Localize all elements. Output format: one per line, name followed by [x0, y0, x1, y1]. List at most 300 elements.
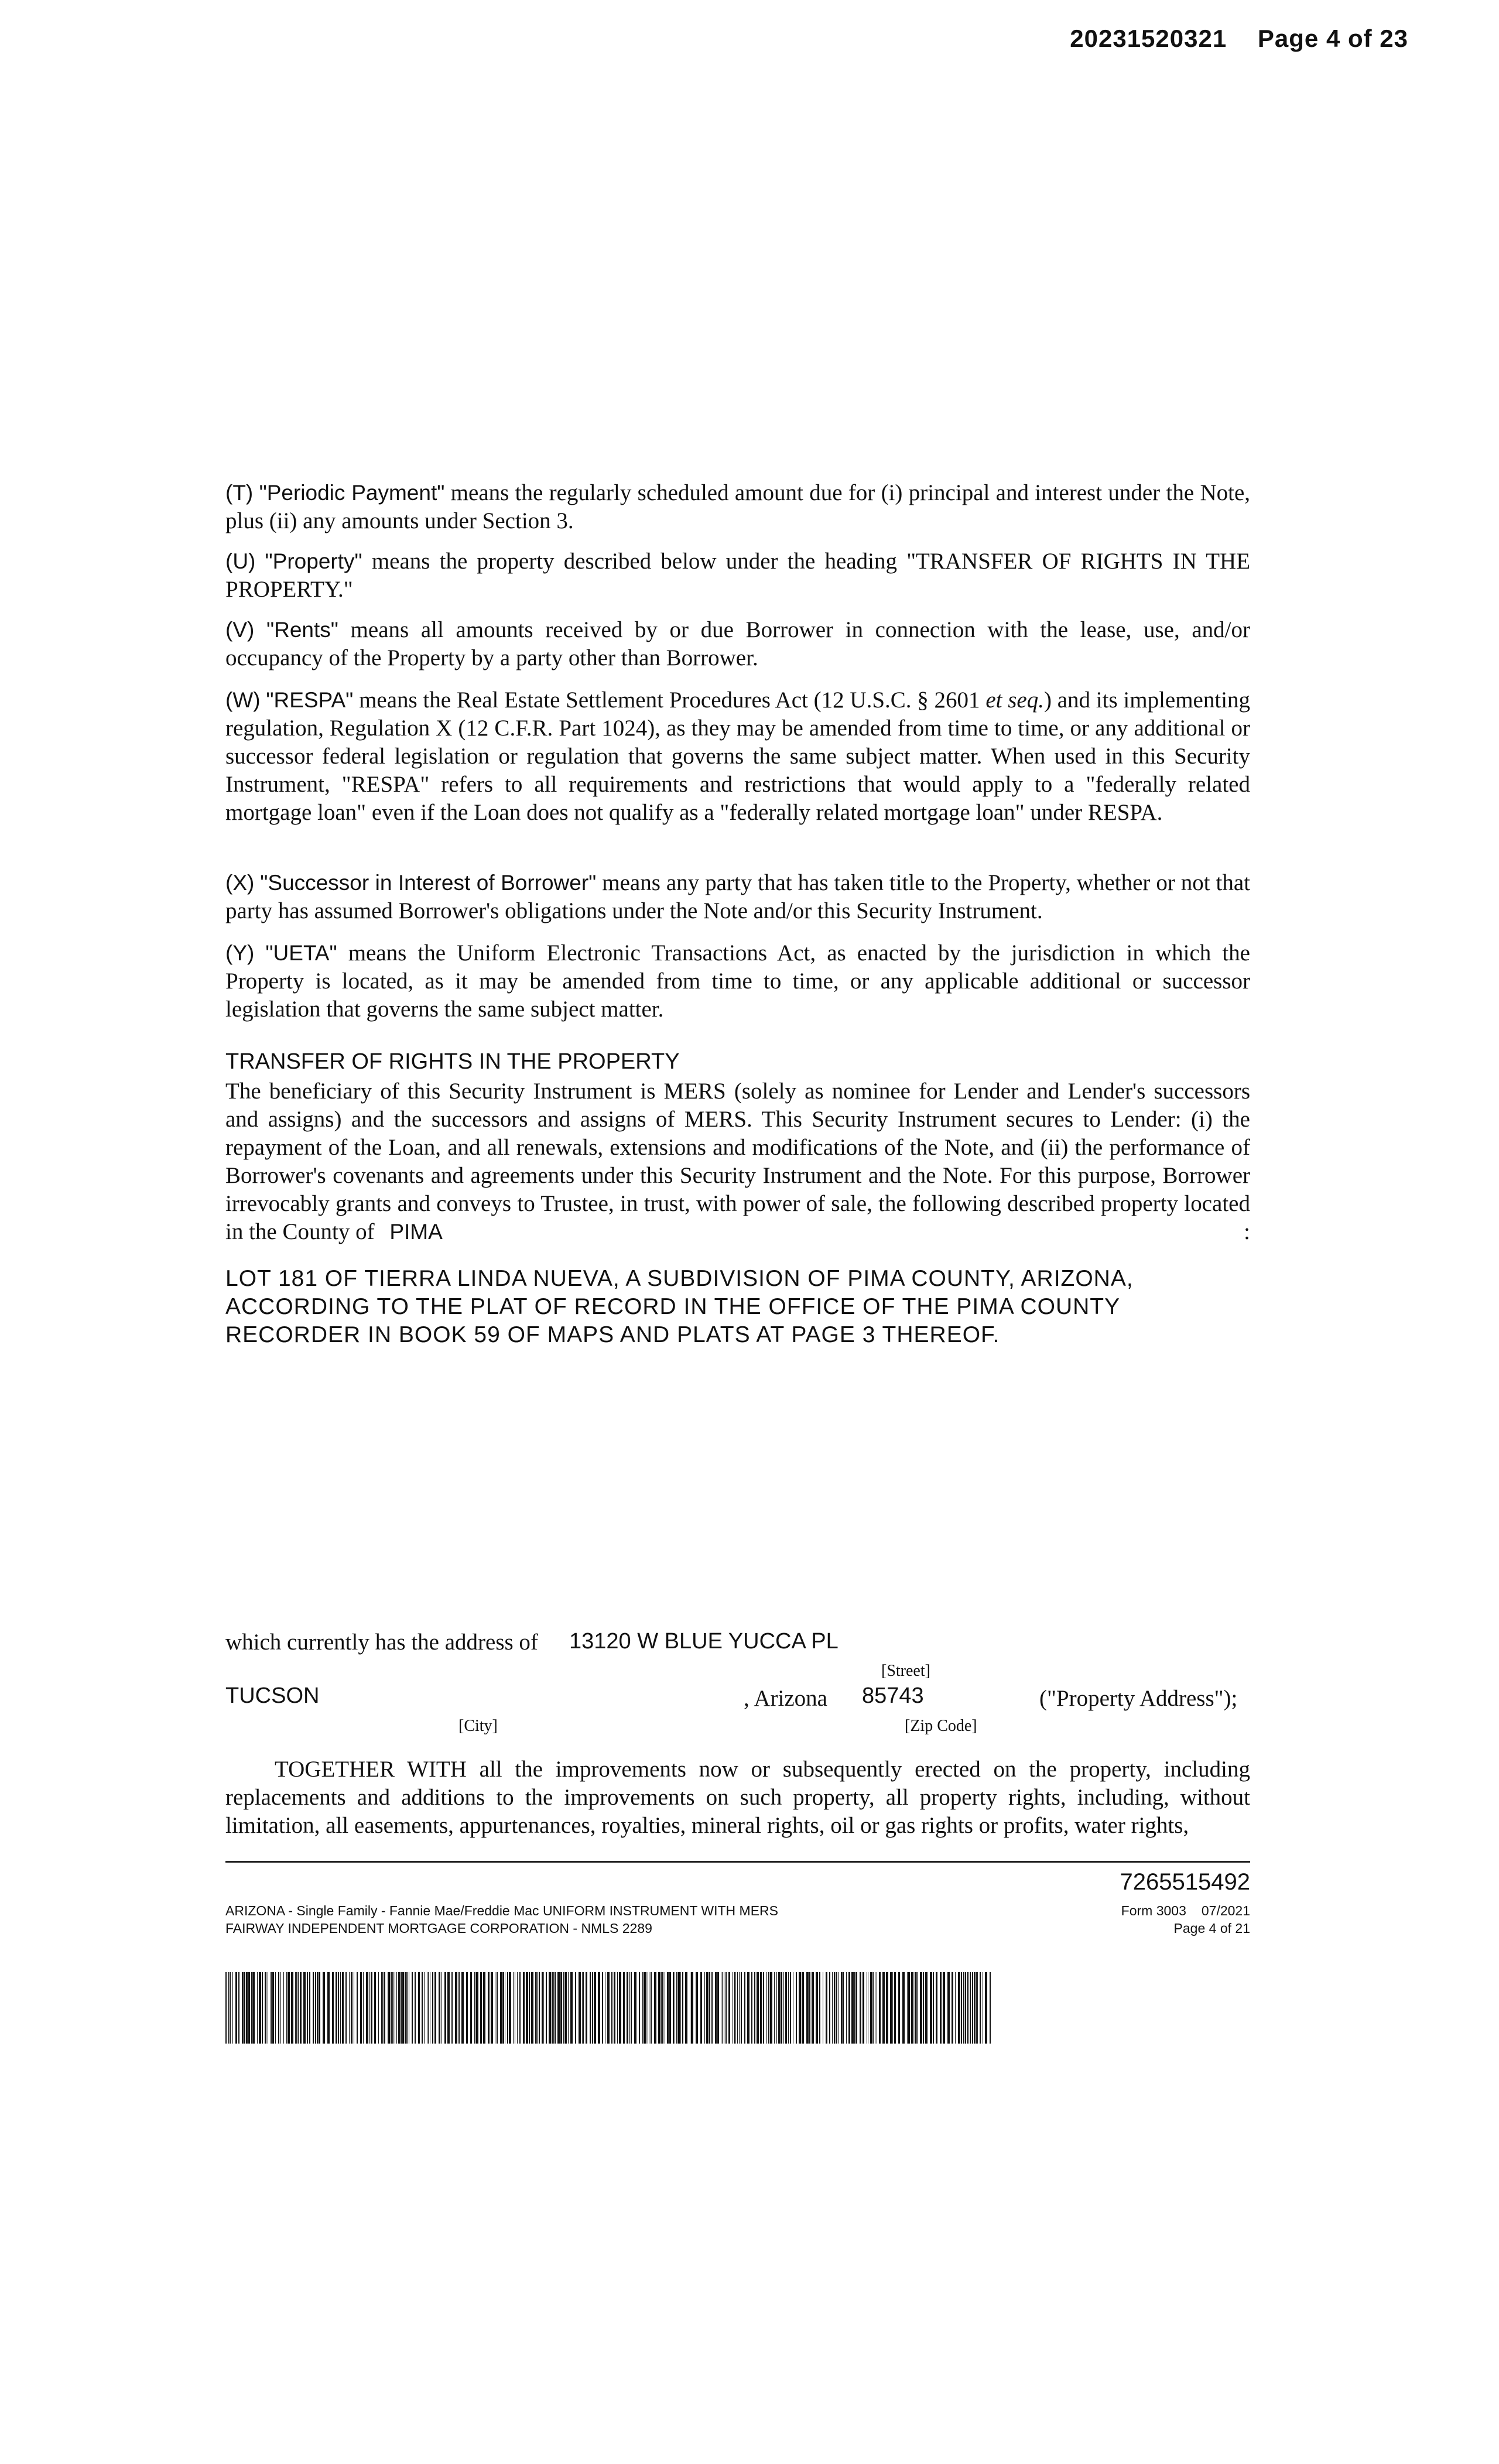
barcode-bar: [642, 1972, 644, 2044]
city-value: TUCSON: [225, 1683, 320, 1708]
barcode-bar: [283, 1972, 284, 2044]
barcode-bar: [911, 1972, 913, 2044]
barcode-bar: [851, 1972, 854, 2044]
barcode-bar: [523, 1972, 525, 2044]
definition-text: means the Uniform Electronic Transactions Act, as enacted by the jurisdiction in which the Property is located, as it may be amended from time to time, or any applicable additional or successor legislation that governs the same subject matter.: [225, 940, 1250, 1022]
zip-label: [Zip Code]: [905, 1717, 977, 1735]
form-line-2: FAIRWAY INDEPENDENT MORTGAGE CORPORATION - NMLS 2289: [225, 1921, 652, 1936]
barcode-bar: [315, 1972, 316, 2044]
barcode-bar: [563, 1972, 564, 2044]
barcode-bar: [476, 1972, 478, 2044]
barcode-bar: [915, 1972, 916, 2044]
barcode-bar: [447, 1972, 450, 2044]
barcode-bar: [860, 1972, 861, 2044]
barcode-bar: [502, 1972, 504, 2044]
barcode-bar: [908, 1972, 910, 2044]
barcode-bar: [838, 1972, 839, 2044]
barcode-bar: [402, 1972, 404, 2044]
barcode-bar: [470, 1972, 472, 2044]
barcode-bar: [662, 1972, 663, 2044]
definition-term: "Rents": [266, 618, 338, 642]
barcode-bar: [388, 1972, 390, 2044]
barcode-bar: [535, 1972, 536, 2044]
definition-text: means all amounts received by or due Borrower in connection with the lease, use, and/or occupancy of the Property by a party other than Borrower.: [225, 617, 1251, 670]
barcode-bar: [357, 1972, 358, 2044]
definition-term: "Periodic Payment": [259, 481, 445, 505]
barcode-bar: [590, 1972, 591, 2044]
barcode-bar: [384, 1972, 385, 2044]
barcode-bar: [862, 1972, 863, 2044]
barcode-bar: [507, 1972, 508, 2044]
form-id: Form 3003: [1121, 1903, 1186, 1918]
barcode-bar: [848, 1972, 850, 2044]
barcode-bar: [517, 1972, 518, 2044]
barcode-bar: [461, 1972, 464, 2044]
barcode-bar: [614, 1972, 615, 2044]
form-line-1: ARIZONA - Single Family - Fannie Mae/Freddie Mac UNIFORM INSTRUMENT WITH MERS: [225, 1903, 778, 1918]
barcode-bar: [747, 1972, 750, 2044]
barcode-bar: [970, 1972, 971, 2044]
barcode-bar: [474, 1972, 475, 2044]
street-value: 13120 W BLUE YUCCA PL: [569, 1629, 839, 1654]
barcode-bar: [832, 1972, 833, 2044]
barcode-bar: [790, 1972, 791, 2044]
barcode-bar: [332, 1972, 334, 2044]
barcode-bar: [863, 1972, 864, 2044]
barcode-bar: [382, 1972, 383, 2044]
barcode-bar: [560, 1972, 562, 2044]
barcode-bar: [660, 1972, 662, 2044]
barcode-bar: [552, 1972, 553, 2044]
barcode-bar: [634, 1972, 636, 2044]
barcode-bar: [466, 1972, 468, 2044]
barcode-bar: [968, 1972, 969, 2044]
barcode-bar: [557, 1972, 560, 2044]
definition-label: (Y): [225, 941, 255, 965]
barcode-bar: [834, 1972, 835, 2044]
barcode-bar: [806, 1972, 809, 2044]
barcode-bar: [369, 1972, 370, 2044]
legal-description: LOT 181 OF TIERRA LINDA NUEVA, A SUBDIVISION OF PIMA COUNTY, ARIZONA, ACCORDING TO THE PLAT OF RECORD IN THE OFFICE OF THE PIMA COUNTY RECORDER IN BOOK 59 OF MAPS AND PLATS AT PAGE 3 THEREOF.: [225, 1266, 1134, 1347]
barcode-bar: [491, 1972, 493, 2044]
barcode-bar: [565, 1972, 567, 2044]
barcode-bar: [682, 1972, 683, 2044]
barcode-bar: [952, 1972, 953, 2044]
barcode-bar: [531, 1972, 533, 2044]
barcode-bar: [444, 1972, 446, 2044]
barcode-bar: [539, 1972, 540, 2044]
barcode-bar: [739, 1972, 740, 2044]
barcode-bar: [422, 1972, 423, 2044]
footer-divider: [225, 1861, 1250, 1863]
barcode-bar: [483, 1972, 485, 2044]
definition-term: "RESPA": [266, 688, 354, 712]
barcode-bar: [854, 1972, 855, 2044]
barcode-bar: [345, 1972, 347, 2044]
barcode-bar: [631, 1972, 632, 2044]
barcode-bar: [529, 1972, 530, 2044]
barcode-bar: [737, 1972, 738, 2044]
barcode-bar: [575, 1972, 576, 2044]
barcode-bar: [319, 1972, 320, 2044]
barcode-bar: [757, 1972, 759, 2044]
barcode-bar: [619, 1972, 621, 2044]
barcode-bar: [717, 1972, 719, 2044]
barcode-bar: [286, 1972, 288, 2044]
barcode-bar: [651, 1972, 652, 2044]
barcode-bar: [796, 1972, 797, 2044]
barcode-bar: [252, 1972, 255, 2044]
barcode-bar: [967, 1972, 968, 2044]
barcode-bar: [735, 1972, 736, 2044]
barcode-bar: [313, 1972, 314, 2044]
barcode-bar: [843, 1972, 844, 2044]
barcode-bar: [879, 1972, 881, 2044]
barcode-bar: [925, 1972, 928, 2044]
barcode-bar: [594, 1972, 596, 2044]
barcode-bar: [458, 1972, 460, 2044]
definition-text-continued: ) and its implementing regulation, Regulation X (12 C.F.R. Part 1024), as they may be amended from time to time, or any additional or successor federal legislation or regulation that governs the same subject matter. When used in this Security Instrument, "RESPA" refers to all requirements and restrictions that would apply to a "federally related mortgage loan" even if the Loan does not qualify as a "federally related mortgage loan" under RESPA.: [225, 687, 1251, 825]
barcode-bar: [676, 1972, 677, 2044]
barcode: [225, 1972, 994, 2044]
barcode-bar: [667, 1972, 669, 2044]
definition-label: (W): [225, 688, 261, 712]
definition-rents: [225, 616, 1250, 672]
barcode-bar: [947, 1972, 950, 2044]
barcode-bar: [398, 1972, 401, 2044]
barcode-bar: [455, 1972, 457, 2044]
barcode-bar: [770, 1972, 772, 2044]
barcode-bar: [418, 1972, 420, 2044]
barcode-bar: [943, 1972, 945, 2044]
barcode-bar: [242, 1972, 244, 2044]
barcode-bar: [678, 1972, 680, 2044]
definition-label: (V): [225, 618, 255, 642]
barcode-bar: [977, 1972, 978, 2044]
barcode-bar: [553, 1972, 555, 2044]
barcode-bar: [230, 1972, 231, 2044]
barcode-bar: [323, 1972, 325, 2044]
transfer-paragraph: [225, 1077, 1250, 1246]
barcode-bar: [439, 1972, 440, 2044]
barcode-bar: [288, 1972, 290, 2044]
definition-successor-in-interest: [225, 869, 1250, 925]
barcode-bar: [582, 1972, 583, 2044]
barcode-bar: [381, 1972, 382, 2044]
barcode-bar: [870, 1972, 872, 2044]
barcode-bar: [300, 1972, 302, 2044]
barcode-bar: [902, 1972, 905, 2044]
barcode-bar: [340, 1972, 341, 2044]
barcode-bar: [275, 1972, 276, 2044]
together-with-paragraph: TOGETHER WITH all the improvements now or subsequently erected on the property, including replacements and additions to the improvements on such property, all property rights, including, without limitation, all easements, appurtenances, royalties, mineral rights, oil or gas rights or profits, water rights,: [225, 1757, 1250, 1838]
barcode-bar: [778, 1972, 781, 2044]
barcode-bar: [536, 1972, 538, 2044]
barcode-bar: [526, 1972, 528, 2044]
barcode-bar: [972, 1972, 973, 2044]
barcode-bar: [432, 1972, 433, 2044]
barcode-bar: [836, 1972, 837, 2044]
barcode-bar: [307, 1972, 308, 2044]
barcode-bar: [846, 1972, 847, 2044]
barcode-bar: [754, 1972, 755, 2044]
barcode-bar: [298, 1972, 299, 2044]
barcode-bar: [592, 1972, 593, 2044]
barcode-bar: [829, 1972, 830, 2044]
barcode-bar: [709, 1972, 710, 2044]
barcode-bar: [295, 1972, 296, 2044]
loan-number: 7265515492: [1120, 1869, 1250, 1895]
barcode-bar: [280, 1972, 281, 2044]
barcode-bar: [374, 1972, 376, 2044]
form-id-block: [1121, 1902, 1250, 1937]
barcode-bar: [644, 1972, 646, 2044]
barcode-bar: [776, 1972, 777, 2044]
barcode-bar: [317, 1972, 319, 2044]
barcode-bar: [955, 1972, 956, 2044]
barcode-bar: [961, 1972, 962, 2044]
barcode-bar: [257, 1972, 258, 2044]
section-heading: TRANSFER OF RIGHTS IN THE PROPERTY: [225, 1049, 680, 1074]
barcode-bar: [583, 1972, 584, 2044]
barcode-bar: [639, 1972, 640, 2044]
barcode-bar: [509, 1972, 511, 2044]
barcode-bar: [248, 1972, 250, 2044]
barcode-bar: [623, 1972, 625, 2044]
barcode-bar: [809, 1972, 810, 2044]
barcode-bar: [228, 1972, 229, 2044]
barcode-bar: [734, 1972, 735, 2044]
definition-ueta: [225, 939, 1250, 1024]
barcode-bar: [706, 1972, 708, 2044]
barcode-bar: [480, 1972, 482, 2044]
definition-label: (X): [225, 871, 255, 895]
recording-page-label: Page 4 of 23: [1257, 25, 1408, 52]
recording-header: [1070, 25, 1408, 53]
definition-text: means the regularly scheduled amount due for (i) principal and interest under the Note, plus (ii) any amounts under Section 3.: [225, 480, 1251, 533]
barcode-bar: [378, 1972, 379, 2044]
barcode-bar: [607, 1972, 610, 2044]
barcode-bar: [781, 1972, 782, 2044]
barcode-bar: [940, 1972, 942, 2044]
barcode-bar: [327, 1972, 330, 2044]
barcode-bar: [741, 1972, 742, 2044]
barcode-bar: [958, 1972, 960, 2044]
barcode-bar: [424, 1972, 425, 2044]
barcode-bar: [930, 1972, 932, 2044]
barcode-bar: [819, 1972, 820, 2044]
barcode-bar: [543, 1972, 544, 2044]
barcode-bar: [272, 1972, 274, 2044]
barcode-bar: [855, 1972, 857, 2044]
barcode-bar: [799, 1972, 801, 2044]
barcode-bar: [725, 1972, 727, 2044]
barcode-bar: [673, 1972, 674, 2044]
transfer-colon: :: [1244, 1219, 1250, 1244]
barcode-bar: [768, 1972, 769, 2044]
barcode-bar: [802, 1972, 804, 2044]
barcode-bar: [894, 1972, 896, 2044]
barcode-bar: [985, 1972, 987, 2044]
barcode-bar: [890, 1972, 892, 2044]
barcode-bar: [627, 1972, 628, 2044]
barcode-bar: [406, 1972, 408, 2044]
barcode-bar: [519, 1972, 521, 2044]
transfer-text: The beneficiary of this Security Instrument is MERS (solely as nominee for Lender and Lender's successors and assigns) and the successors and assigns of MERS. This Security Instrument secures to Lender: (i) the repayment of the Loan, and all renewals, extensions and modifications of the Note, and (ii) the performance of Borrower's covenants and agreements under this Security Instrument and the Note. For this purpose, Borrower irrevocably grants and conveys to Trustee, in trust, with power of sale, the following described property located in the County of: [225, 1079, 1250, 1244]
barcode-bar: [974, 1972, 976, 2044]
barcode-bar: [568, 1972, 569, 2044]
barcode-bar: [990, 1972, 991, 2044]
barcode-bar: [434, 1972, 436, 2044]
definition-term: "Successor in Interest of Borrower": [260, 871, 597, 895]
definition-respa: [225, 686, 1250, 827]
barcode-bar: [680, 1972, 681, 2044]
barcode-bar: [351, 1972, 352, 2044]
definition-text: means the property described below under the heading "TRANSFER OF RIGHTS IN THE PROPERTY.": [225, 549, 1251, 602]
barcode-bar: [401, 1972, 402, 2044]
definition-label: (T): [225, 481, 254, 505]
barcode-bar: [816, 1972, 818, 2044]
barcode-bar: [336, 1972, 337, 2044]
barcode-bar: [412, 1972, 413, 2044]
barcode-bar: [898, 1972, 900, 2044]
form-description: [225, 1902, 778, 1937]
barcode-bar: [669, 1972, 671, 2044]
barcode-bar: [841, 1972, 843, 2044]
definition-term: "UETA": [265, 941, 337, 965]
barcode-bar: [392, 1972, 393, 2044]
barcode-bar: [685, 1972, 687, 2044]
barcode-bar: [700, 1972, 702, 2044]
barcode-bar: [251, 1972, 252, 2044]
barcode-bar: [617, 1972, 618, 2044]
barcode-bar: [238, 1972, 239, 2044]
barcode-bar: [976, 1972, 977, 2044]
barcode-bar: [500, 1972, 502, 2044]
zip-value: 85743: [862, 1683, 924, 1708]
barcode-bar: [691, 1972, 693, 2044]
definition-italic: et seq.: [985, 687, 1044, 713]
city-label: [City]: [458, 1717, 498, 1735]
barcode-bar: [296, 1972, 297, 2044]
definition-property: [225, 547, 1250, 604]
barcode-bar: [933, 1972, 934, 2044]
barcode-bar: [965, 1972, 966, 2044]
barcode-bar: [396, 1972, 397, 2044]
barcode-bar: [497, 1972, 498, 2044]
barcode-bar: [872, 1972, 874, 2044]
barcode-bar: [751, 1972, 752, 2044]
document-number: 20231520321: [1070, 25, 1227, 52]
barcode-bar: [654, 1972, 656, 2044]
barcode-bar: [428, 1972, 429, 2044]
form-date: 07/2021: [1201, 1903, 1250, 1918]
barcode-bar: [728, 1972, 730, 2044]
barcode-bar: [916, 1972, 918, 2044]
barcode-bar: [391, 1972, 392, 2044]
barcode-bar: [696, 1972, 698, 2044]
barcode-bar: [246, 1972, 248, 2044]
barcode-bar: [244, 1972, 245, 2044]
definition-text: means the Real Estate Settlement Procedures Act (12 U.S.C. § 2601: [359, 687, 980, 713]
barcode-bar: [629, 1972, 630, 2044]
barcode-bar: [579, 1972, 581, 2044]
barcode-bar: [342, 1972, 344, 2044]
property-address-label: ("Property Address");: [1039, 1686, 1238, 1711]
barcode-bar: [704, 1972, 705, 2044]
barcode-bar: [363, 1972, 364, 2044]
county-value: PIMA: [389, 1220, 443, 1244]
barcode-bar: [963, 1972, 964, 2044]
barcode-bar: [774, 1972, 775, 2044]
barcode-bar: [602, 1972, 603, 2044]
barcode-bar: [555, 1972, 556, 2044]
barcode-bar: [338, 1972, 339, 2044]
barcode-bar: [542, 1972, 543, 2044]
barcode-bar: [923, 1972, 924, 2044]
barcode-bar: [892, 1972, 893, 2044]
barcode-bar: [788, 1972, 789, 2044]
barcode-bar: [711, 1972, 713, 2044]
barcode-bar: [259, 1972, 261, 2044]
barcode-bar: [936, 1972, 937, 2044]
barcode-bar: [405, 1972, 406, 2044]
barcode-bar: [980, 1972, 981, 2044]
barcode-bar: [907, 1972, 908, 2044]
barcode-bar: [760, 1972, 762, 2044]
barcode-bar: [882, 1972, 885, 2044]
definition-periodic-payment: [225, 479, 1250, 535]
barcode-bar: [265, 1972, 266, 2044]
definition-label: (U): [225, 549, 256, 573]
barcode-bar: [812, 1972, 814, 2044]
barcode-bar: [598, 1972, 600, 2044]
barcode-bar: [722, 1972, 723, 2044]
barcode-bar: [232, 1972, 233, 2044]
barcode-bar: [920, 1972, 922, 2044]
barcode-bar: [586, 1972, 587, 2044]
barcode-bar: [763, 1972, 764, 2044]
barcode-bar: [371, 1972, 372, 2044]
barcode-bar: [309, 1972, 310, 2044]
barcode-bar: [366, 1972, 368, 2044]
barcode-bar: [783, 1972, 784, 2044]
barcode-bar: [886, 1972, 888, 2044]
barcode-bar: [766, 1972, 767, 2044]
barcode-bar: [278, 1972, 279, 2044]
barcode-bar: [271, 1972, 272, 2044]
barcode-bar: [415, 1972, 416, 2044]
definition-term: "Property": [265, 549, 362, 573]
barcode-bar: [303, 1972, 306, 2044]
barcode-bar: [549, 1972, 551, 2044]
barcode-bar: [715, 1972, 717, 2044]
barcode-bar: [451, 1972, 453, 2044]
barcode-bar: [235, 1972, 237, 2044]
barcode-bar: [360, 1972, 362, 2044]
barcode-bar: [785, 1972, 787, 2044]
barcode-bar: [658, 1972, 660, 2044]
barcode-bar: [611, 1972, 612, 2044]
barcode-bar: [826, 1972, 827, 2044]
barcode-bar: [570, 1972, 573, 2044]
form-page: Page 4 of 21: [1173, 1921, 1250, 1936]
state-value: , Arizona: [744, 1686, 827, 1711]
street-label: [Street]: [881, 1662, 930, 1680]
barcode-bar: [744, 1972, 745, 2044]
barcode-bar: [349, 1972, 350, 2044]
barcode-bar: [488, 1972, 490, 2044]
